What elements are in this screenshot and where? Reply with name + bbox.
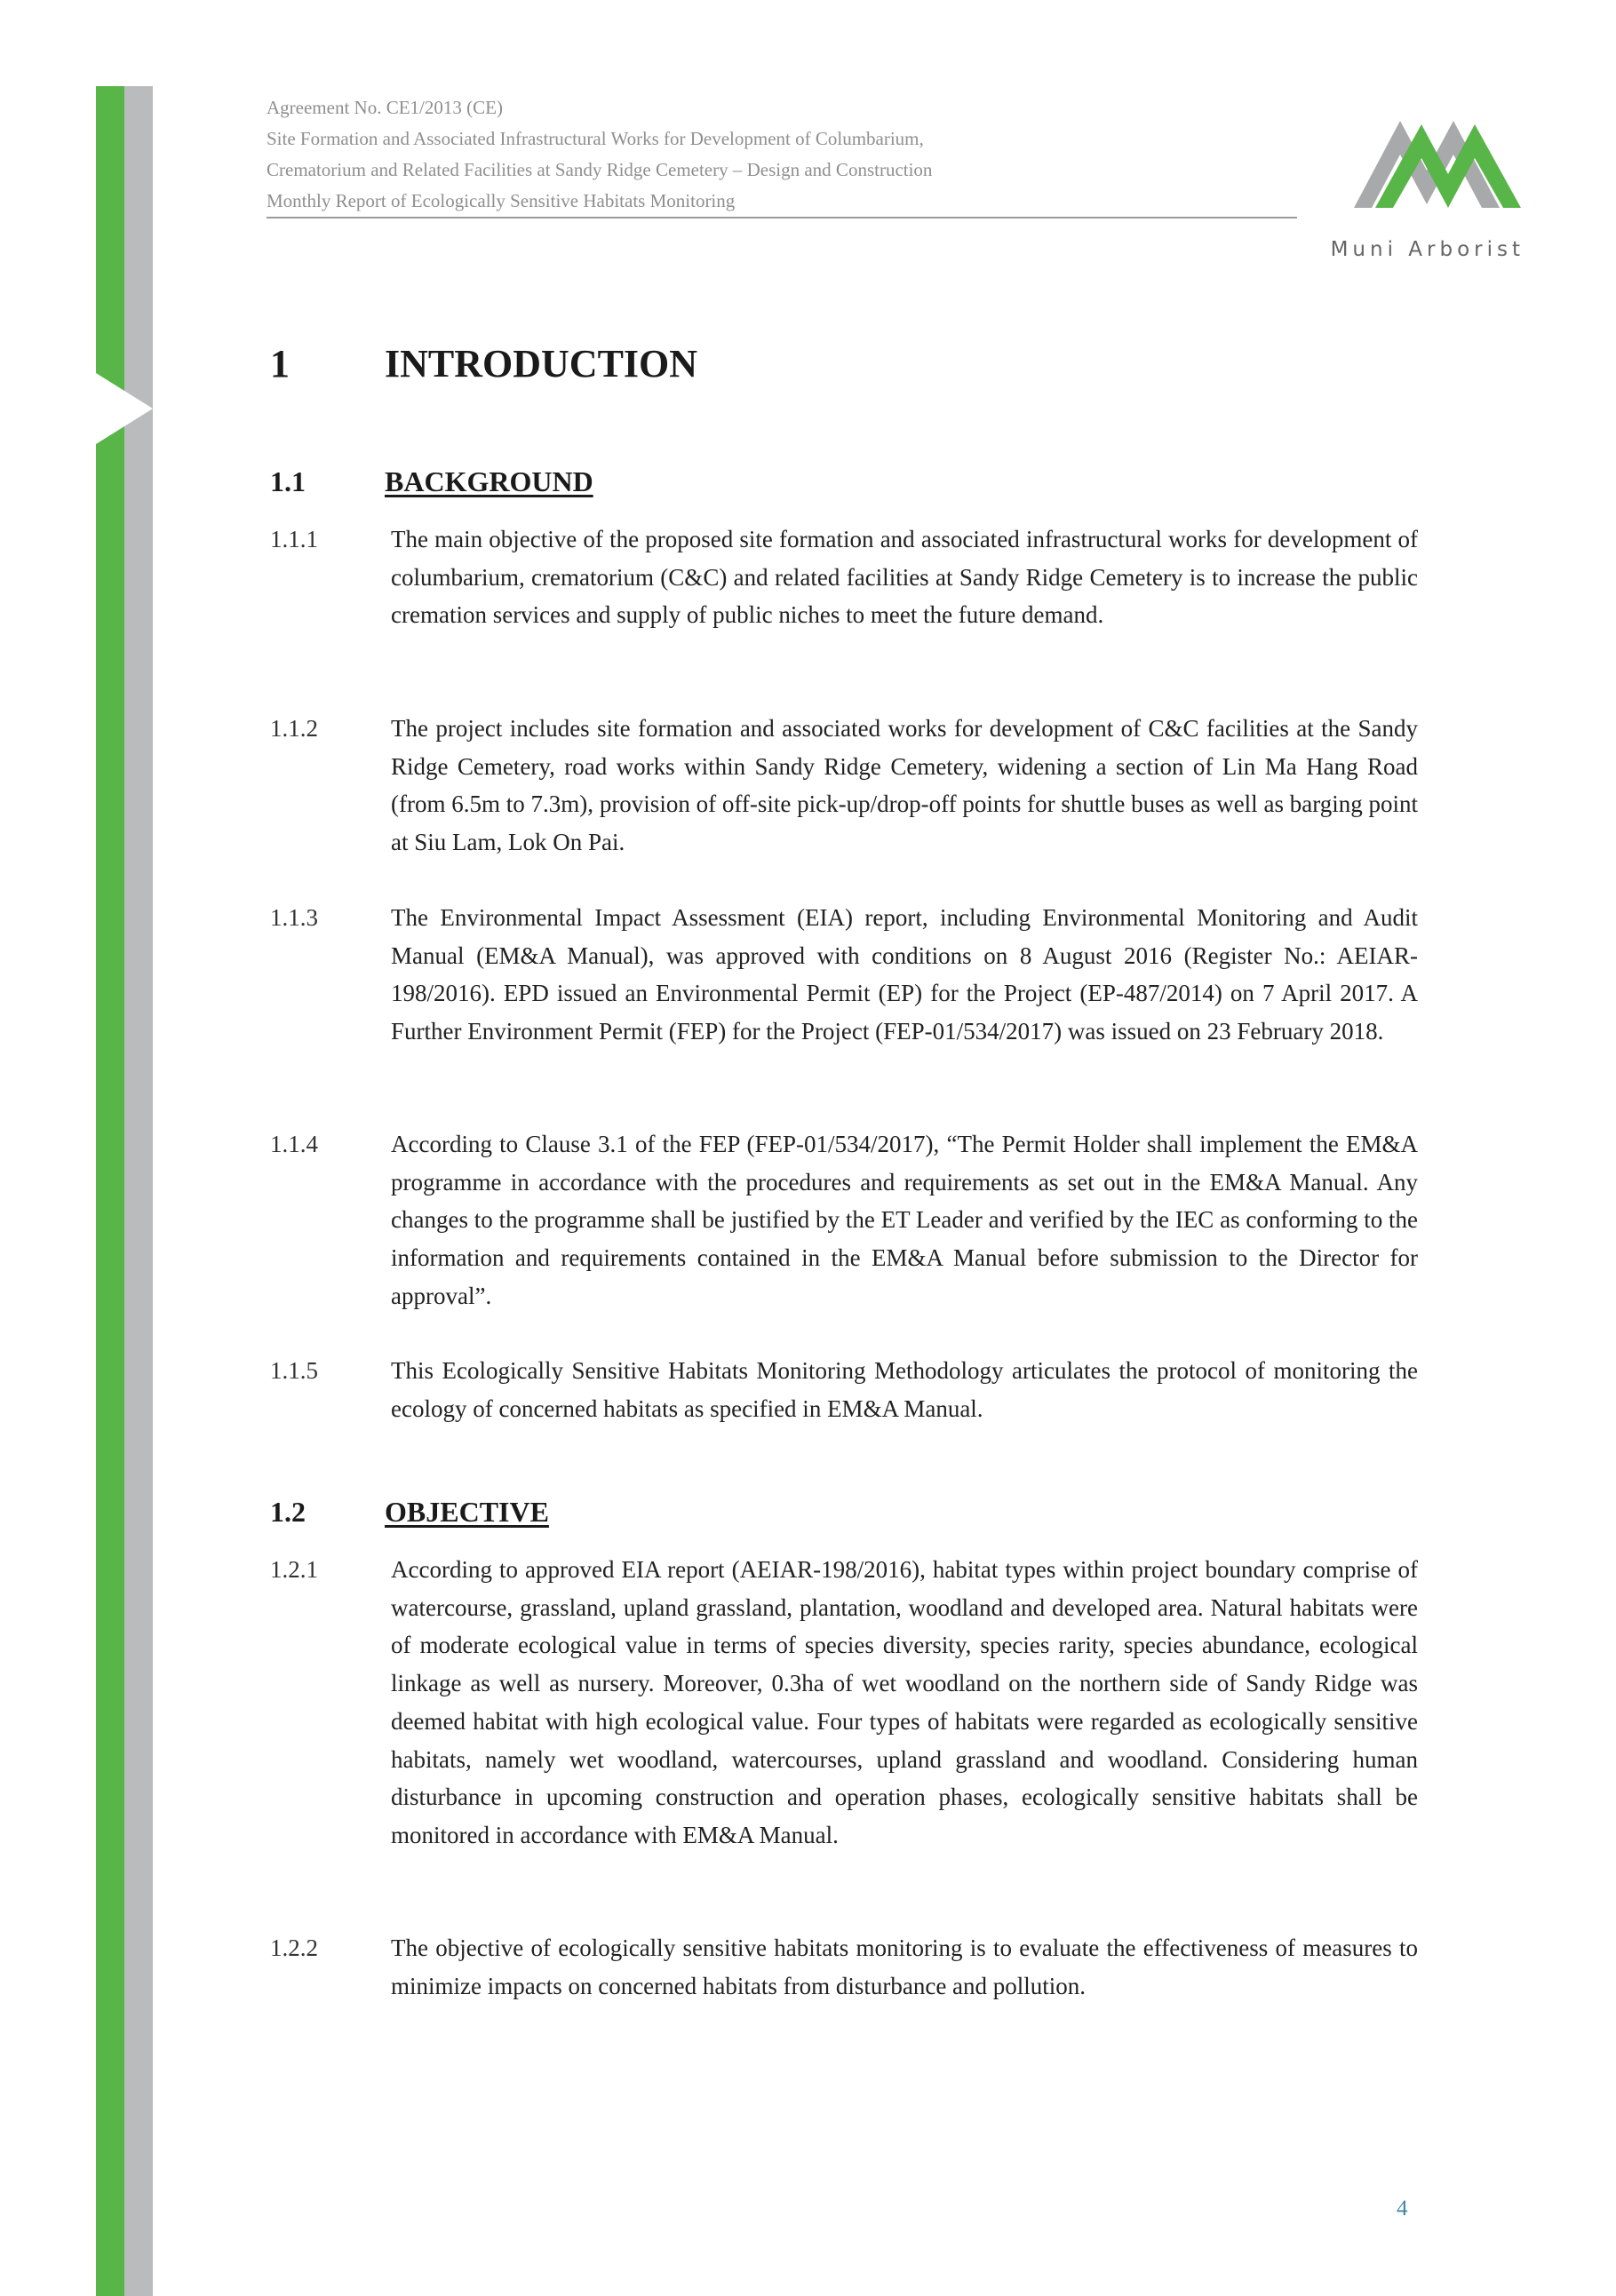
paragraph-text: According to approved EIA report (AEIAR-198/2016), habitat types within project boundary comprise of watercourse, grassland, upland grassland, plantation, woodland and developed area. Natural habitats were of moderate ecological value in terms of species diversity, species rarity, species abundance, ecological linkage as well as nursery. Moreover, 0.3ha of wet woodland on the northern side of Sandy Ridge was deemed habitat with high ecological value. Four types of habitats were regarded as ecologically sensitive habitats, namely wet woodland, watercourses, upland grassland and woodland. Considering human disturbance in upcoming construction and operation phases, ecologically sensitive habitats shall be monitored in accordance with EM&A Manual.	[391, 1556, 1418, 1848]
header-project-line-1: Site Formation and Associated Infrastructural Works for Development of Columbarium,	[267, 128, 924, 149]
header-agreement-line: Agreement No. CE1/2013 (CE)	[267, 97, 503, 118]
subsection-number-background: 1.1	[270, 465, 306, 497]
stripe-notch-arrow	[96, 373, 153, 444]
section-title: INTRODUCTION	[385, 342, 698, 385]
document-header	[267, 92, 1297, 217]
paragraph-number: 1.2.1	[270, 1556, 318, 1583]
paragraph-number: 1.1.2	[270, 715, 318, 742]
paragraph-text: The objective of ecologically sensitive habitats monitoring is to evaluate the effectiveness of measures to minimize impacts on concerned habitats from disturbance and pollution.	[391, 1935, 1418, 1999]
section-number: 1	[270, 342, 290, 385]
paragraph-number: 1.1.1	[270, 526, 318, 552]
paragraph-text: The main objective of the proposed site formation and associated infrastructural works for development of columbarium, crematorium (C&C) and related facilities at Sandy Ridge Cemetery is to increase the public cremation services and supply of public niches to meet the future demand.	[391, 526, 1418, 629]
header-report-line: Monthly Report of Ecologically Sensitive Habitats Monitoring	[267, 190, 736, 211]
subsection-number-objective: 1.2	[270, 1496, 306, 1528]
subsection-title-background: BACKGROUND	[385, 465, 593, 497]
paragraph-text: According to Clause 3.1 of the FEP (FEP-01/534/2017), “The Permit Holder shall implement the EM&A programme in accordance with the procedures and requirements as set out in the EM&A Manual. Any changes to the programme shall be justified by the ET Leader and verified by the IEC as conforming to the information and requirements contained in the EM&A Manual before submission to the Director for approval”.	[391, 1131, 1418, 1309]
paragraph-text: The project includes site formation and associated works for development of C&C facilities at the Sandy Ridge Cemetery, road works within Sandy Ridge Cemetery, widening a section of Lin Ma Hang Road (from 6.5m to 7.3m), provision of off-site pick-up/drop-off points for shuttle buses as well as barging point at Siu Lam, Lok On Pai.	[391, 715, 1418, 856]
paragraph-number: 1.2.2	[270, 1935, 318, 1961]
logo-wordmark: Muni Arborist	[1330, 238, 1524, 261]
page-number: 4	[1397, 2197, 1408, 2221]
paragraph-text: This Ecologically Sensitive Habitats Monitoring Methodology articulates the protocol of monitoring the ecology of concerned habitats as specified in EM&A Manual.	[391, 1357, 1418, 1422]
header-project-line-2: Crematorium and Related Facilities at Sandy Ridge Cemetery – Design and Construction	[267, 159, 933, 180]
header-divider	[267, 217, 1297, 218]
muni-arborist-logo-icon	[1349, 112, 1526, 218]
paragraph-number: 1.1.3	[270, 904, 318, 931]
subsection-title-objective: OBJECTIVE	[385, 1496, 549, 1528]
paragraph-number: 1.1.5	[270, 1357, 318, 1384]
paragraph-text: The Environmental Impact Assessment (EIA) report, including Environmental Monitoring and Audit Manual (EM&A Manual), was approved with conditions on 8 August 2016 (Register No.: AEIAR-198/2016). EPD issued an Environmental Permit (EP) for the Project (EP-487/2014) on 7 April 2017. A Further Environment Permit (FEP) for the Project (FEP-01/534/2017) was issued on 23 February 2018.	[391, 904, 1418, 1045]
paragraph-number: 1.1.4	[270, 1131, 318, 1157]
